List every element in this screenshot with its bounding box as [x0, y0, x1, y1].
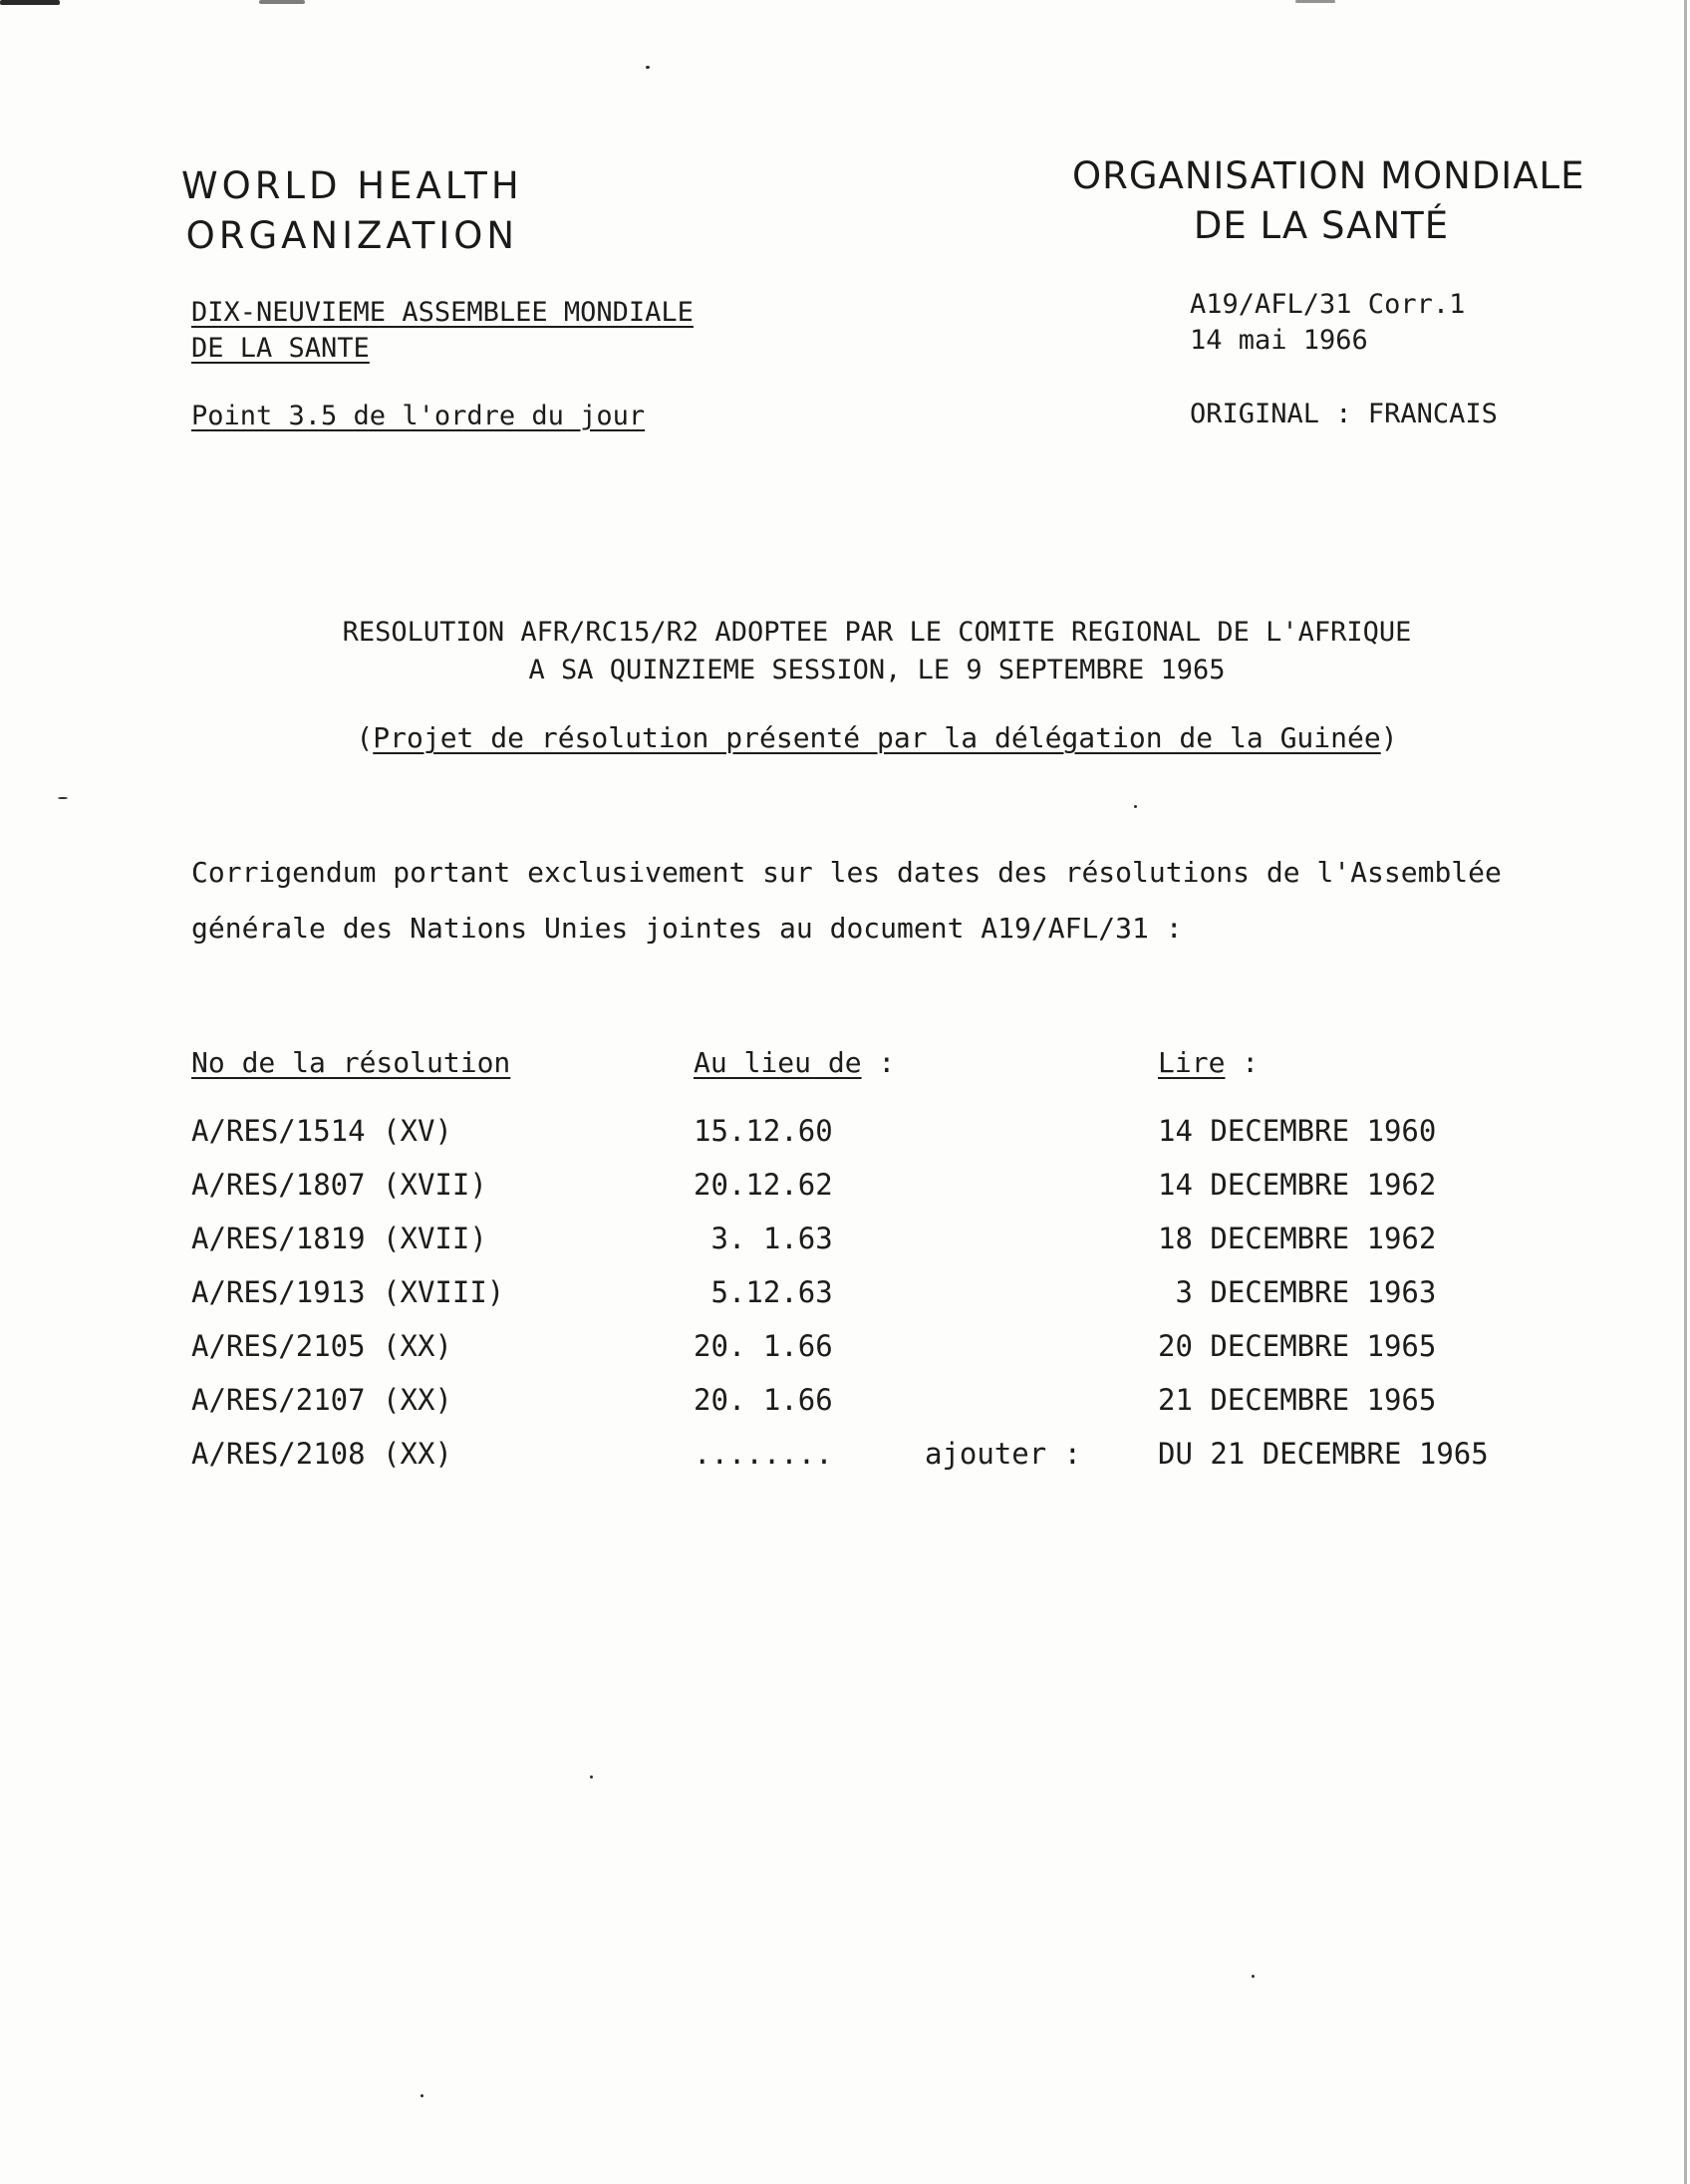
org-fr-line-1: ORGANISATION MONDIALE: [1072, 154, 1585, 197]
header-read-label: Lire: [1158, 1046, 1226, 1079]
resolution-number: A/RES/2108 (XX): [191, 1437, 452, 1471]
scan-edge-mark: [259, 0, 305, 4]
original-language: ORIGINAL : FRANCAIS: [1190, 399, 1498, 429]
table-row: [0, 1275, 1690, 1315]
resolution-number: A/RES/2107 (XX): [191, 1383, 452, 1417]
resolution-number: A/RES/1514 (XV): [191, 1114, 452, 1148]
assembly-line-1: DIX-NEUVIEME ASSEMBLEE MONDIALE: [191, 297, 694, 328]
scan-speck: [1252, 1975, 1255, 1978]
resolution-number: A/RES/1807 (XVII): [191, 1168, 487, 1202]
instead-of-date: 20. 1.66: [694, 1383, 833, 1417]
organization-name-french: [1072, 151, 1585, 251]
subtitle-close-paren: ): [1380, 721, 1398, 754]
organization-name-english: [181, 161, 523, 261]
header-instead-of-colon: :: [861, 1046, 896, 1079]
intro-paragraph: [191, 845, 1502, 956]
instead-of-date: 3. 1.63: [694, 1222, 833, 1255]
title-line-1: RESOLUTION AFR/RC15/R2 ADOPTEE PAR LE COMITE REGIONAL DE L'AFRIQUE: [342, 617, 1412, 648]
read-date: 18 DECEMBRE 1962: [1158, 1222, 1437, 1255]
agenda-item: Point 3.5 de l'ordre du jour: [191, 401, 646, 431]
title-line-2: A SA QUINZIEME SESSION, LE 9 SEPTEMBRE 1965: [528, 655, 1226, 685]
header-read: [1158, 1046, 1259, 1079]
header-instead-of: [694, 1046, 895, 1079]
scan-speck: [590, 1775, 593, 1778]
resolution-number: A/RES/1913 (XVIII): [191, 1275, 505, 1309]
instead-of-date: 20. 1.66: [694, 1329, 833, 1363]
assembly-line-2: DE LA SANTE: [191, 333, 370, 364]
table-row: [0, 1383, 1690, 1423]
read-date: 14 DECEMBRE 1962: [1158, 1168, 1437, 1202]
table-row: [0, 1222, 1690, 1261]
read-date: 21 DECEMBRE 1965: [1158, 1383, 1437, 1417]
scan-edge-mark: [0, 0, 60, 5]
table-row: [0, 1437, 1690, 1477]
document-reference: [1190, 287, 1465, 359]
intro-line-2: générale des Nations Unies jointes au document A19/AFL/31 :: [191, 912, 1183, 945]
read-date: 3 DECEMBRE 1963: [1158, 1275, 1437, 1309]
scan-speck: [1134, 805, 1137, 808]
scan-speck: [421, 2094, 423, 2097]
table-row: [0, 1329, 1690, 1369]
read-date: 14 DECEMBRE 1960: [1158, 1114, 1437, 1148]
read-date: DU 21 DECEMBRE 1965: [1158, 1437, 1489, 1471]
org-en-line-2: ORGANIZATION: [185, 214, 519, 257]
scan-edge-mark: [1295, 0, 1335, 3]
header-resolution-label: No de la résolution: [191, 1046, 511, 1079]
header-resolution-number: [191, 1046, 510, 1079]
resolution-number: A/RES/1819 (XVII): [191, 1222, 487, 1255]
header-read-colon: :: [1225, 1046, 1260, 1079]
org-fr-line-2: DE LA SANTÉ: [1193, 204, 1450, 247]
assembly-name: [191, 295, 694, 367]
resolution-title: [179, 614, 1574, 689]
resolution-number: A/RES/2105 (XX): [191, 1329, 452, 1363]
subtitle-text: Projet de résolution présenté par la délégation de la Guinée: [373, 721, 1381, 754]
header-instead-of-label: Au lieu de: [694, 1046, 862, 1079]
scan-speck: [646, 66, 650, 69]
document-number: A19/AFL/31 Corr.1: [1190, 289, 1466, 320]
instead-of-date: 20.12.62: [694, 1168, 833, 1202]
intro-line-1: Corrigendum portant exclusivement sur les dates des résolutions de l'Assemblée: [191, 856, 1502, 889]
instead-of-date: 15.12.60: [694, 1114, 833, 1148]
scan-edge-line: [1684, 0, 1687, 2184]
row-action: ajouter :: [925, 1437, 1082, 1471]
read-date: 20 DECEMBRE 1965: [1158, 1329, 1437, 1363]
table-row: [0, 1168, 1690, 1208]
table-row: [0, 1114, 1690, 1154]
document-date: 14 mai 1966: [1190, 325, 1368, 356]
instead-of-date: ........: [694, 1437, 833, 1471]
scan-speck: [58, 797, 68, 799]
resolution-subtitle: [179, 721, 1574, 754]
subtitle-open-paren: (: [356, 721, 374, 754]
org-en-line-1: WORLD HEALTH: [181, 164, 523, 207]
instead-of-date: 5.12.63: [694, 1275, 833, 1309]
